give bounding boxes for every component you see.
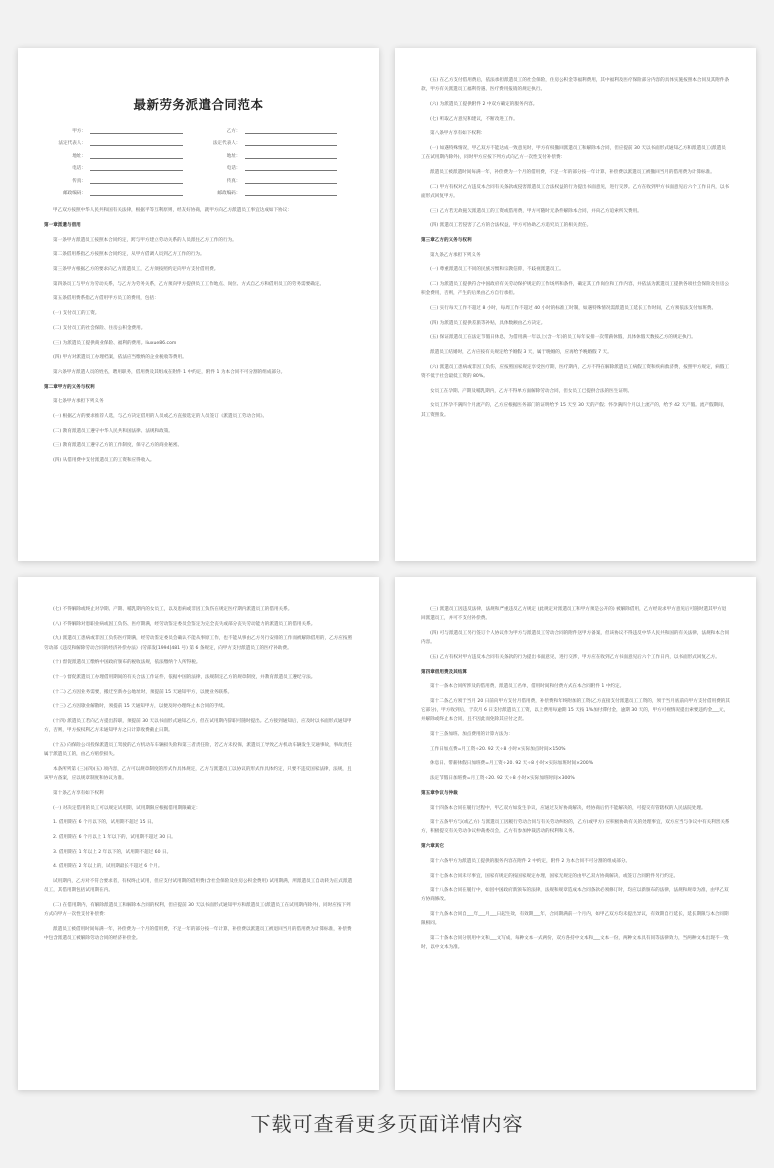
field-row [44,186,353,199]
document-title: 最新劳务派遣合同范本 [133,97,264,112]
field-row [44,161,353,174]
paragraph: 派遣员工被借用时间每满一年，补偿费为一个月的借用费，不足一年的部分按一年计算，补偿费以派遣员工被退回当月的借用费为计算标准，补偿费中包含派遣员工被解除劳动合同的经济补偿金。 [44,926,352,942]
field-row [44,123,353,136]
paragraph: (四) 派遣员工若侵害了乙方的合法权益，甲方可协助乙方追究员工的相关责任。 [430,223,592,229]
paragraph: (十二) 乙方因业务需要，搬迁至新办公地址时，须提前 15 天通知甲方，以便业务联系。 [53,689,233,695]
paragraph: 第十二条乙方须于当月 20 日前向甲方支付月借用费，补偿费和年终附加的工资(乙方直接支付派遣员工工资的，须于当月底前向甲方支付借用费的其它部分)，甲方收到后，于次月 6 日支付派遣员工工资，以上费用每逾期 15 天按 1%加付滞付金，逾期 30 天的，甲方可视情况提出索要违约金___元，并解除或终止本合同，且不因此而免除其应付之责。 [421,698,730,723]
party-field [199,127,354,136]
paragraph: (三) 实行每天工作不超过 8 小时，每周工作不超过 40 小时的标准工时制，如遇特殊情况需派遣员工延长工作时间，乙方须依法支付加班费。 [430,305,717,311]
paragraph: (二) 支付员工的社会保险、住房公积金费用。 [53,325,146,331]
paragraph: 休息日、带薪休假日加班费=月工资÷20. 92 天÷8 小时×实际加班时间×200% [430,761,594,767]
page-2-body [395,48,756,420]
field-underline [245,127,338,134]
document-page-3 [18,577,379,1090]
paragraph: 第十六条甲方为派遣员工提供的服务内容在附件 2 中约定，附件 2 为本合同不可分割的组成部分。 [430,858,631,864]
party-field [199,164,354,173]
paragraph: 女员工在孕期、产期及哺乳期内，乙方不得单方面解除劳动合同，但女员工已提供合法的医生证明。 [430,388,633,394]
party-field [44,127,199,136]
paragraph: 第二条借用系指乙方按照本合同约定，从甲方借调人员到乙方工作的行为。 [53,252,205,258]
field-underline [90,127,183,134]
paragraph: (九) 派遣员工患病或非因工负伤医疗期满，经劳动鉴定委员会确认不能从事原工作，也不能从事由乙方另行安排的工作而被解除借用的，乙方应按照劳动部《违反和解除劳动合同的经济补偿办法》(劳部发[1994]481 号) 第 6 条规定，向甲方支付派遣员工的医疗补助费。 [44,636,353,651]
field-underline [90,164,183,171]
document-page-2 [395,48,756,561]
paragraph: 第十七条本合同未尽事宜，国家有规定的按国家规定办理，国家无规定的由甲乙双方协商解决，或签订合同附件另行约定。 [430,873,679,879]
paragraph: (五) 乙方有权对甲方违反本合同有关条款的行为提出书面意见，进行交涉，甲方应在收到乙方书面意见后六个工作日内，以书面形式回复乙方。 [430,654,720,660]
field-label: 电话： [72,166,86,171]
section-heading: 第四章借用费及其结算 [421,669,467,675]
field-row [44,173,353,186]
paragraph: (一) 支付员工的工资。 [53,311,100,317]
paragraph: (四) 从借用费中支付派遣员工的工资和应得收入。 [53,458,155,464]
field-label: 地址： [72,153,86,159]
field-label: 法定代表人： [58,141,86,146]
page-3-body [18,577,379,943]
paragraph: (十四) 派遣员工若向乙方提出辞职，须提前 30 天以书面形式通知乙方，但在试用期内辞职可随时提出。乙方接到通知后，应及时以书面形式通知甲方，否则，甲方按权利乙方未通知甲方之日计算收费截止日期。 [44,719,352,734]
paragraph: (二) 教育派遣员工遵守中华人民共和国法律、法规和政策。 [53,428,173,434]
download-caption[interactable]: 下载可查看更多页面详情内容 [250,1112,524,1136]
paragraph: 第五条借用费系指乙方借用甲方员工的费用，包括： [53,296,159,302]
paragraph: 工作日加点费=月工资÷20. 92 天÷8 小时×实际加点时间×150% [430,746,566,752]
paragraph: 第十条乙方享有如下权利 [53,790,104,796]
paragraph: 第九条乙方承担下列义务 [430,252,481,258]
field-underline [245,164,338,171]
page-1-body [44,206,353,465]
paragraph: 1. 借用期在 6 个月以下的，试用期不超过 15 日。 [53,820,157,826]
paragraph: (四) 可与派遣员工另行签订个人协议作为甲方与派遣员工劳动合同的附件送甲方备案，但该协议不得违反中华人民共和国的有关法律，法规和本合同内容。 [421,630,730,646]
paragraph: 法定节假日加班费=月工资÷20. 92 天÷8 小时×实际加班时间×300% [430,776,575,782]
page-4-body [395,577,756,952]
paragraph: 试用期内，乙方对不符合要求者，有权终止试用，但应支付试用期的借用费(含社会保险及住房公积金费用) 试用期满，所派遣员工自动转为正式派遣员工，其借用期包括试用期在内。 [44,879,353,894]
paragraph: (三) 派遣员工因违反法律，法规和严重违反乙方规定 (此规定对派遣员工和甲方须是公开的) 被解除借用，乙方经说求甲方意见后可随时遣其甲方退回派遣员工，并可不支付补偿费。 [421,607,727,622]
paragraph: (四) 甲方对派遣员工办理档案，依法应当缴纳的企业税收等费用。 [53,355,187,361]
paragraph: (三) 为派遣员工提供商业保险、福利的费用。liuxue86.com [53,340,177,346]
paragraph: 第十五条甲方与(或乙方) 与派遣员工因履行劳动合同与有关劳动纠纷的，乙方(或甲方) 应积极协助有关的处理事宜，双方应当与争议中有关利害关系方，积极提交有关劳动争议仲裁委员会，乙方有参加仲裁活动的权利和义务。 [421,820,730,835]
field-row [44,136,353,149]
field-underline [245,139,338,146]
field-label: 甲方： [72,128,86,134]
section-heading: 第一章派遣与借用 [44,222,81,228]
section-heading: 第二章甲方的义务与权利 [44,384,95,390]
paragraph: 第十四条本合同在履行过程中，甲乙双方如发生争议，应通过友好协商解决，经协商后仍不能解决的，可提交有管辖权的人民法院处理。 [430,805,706,811]
field-label: 邮政编码： [217,191,241,196]
document-page-4 [395,577,756,1090]
party-field [199,139,354,148]
party-fields [44,123,353,198]
field-label: 传真： [226,178,241,184]
paragraph: 3. 借用期在 1 年以上 2 年以下的，试用期不超过 60 日。 [53,849,172,855]
party-field [44,189,199,198]
party-field [44,139,199,148]
paragraph: 2. 借用期在 6 个月以上 1 年以下的，试用期不超过 30 日。 [53,834,176,840]
paragraph: 第十八条本合同在履行中，如因中国政府新颁布的法律，法规和规章造成本合同条款必须修订时，均应以新颁布的法律，法规和规章为准，由甲乙双方协商修改。 [421,888,729,903]
paragraph: (一) 根据乙方的要求推荐人选，与乙方决定借用的人员或乙方直接选定的人员签订《派遣员工劳动合同》。 [53,414,268,420]
paragraph: 第六条甲方派遣人员的姓名，聘用职务，借用费及其组成在附件 1 中约定，附件 1 为本合同不可分割的组成部分。 [53,369,286,375]
paragraph: 第十三条加班、加点费用的计算方法为： [430,732,513,738]
section-heading: 第三章乙方的义务与权利 [421,237,472,243]
field-label: 电话： [226,166,241,171]
paragraph: (三) 教育派遣员工遵守乙方的工作制度，保守乙方的商业秘密。 [53,443,183,449]
paragraph: 第十一条本合同所涉及的借用费，派遣员工名单，借用时间和付费方式在本合同附件 1 中约定。 [430,684,625,690]
party-field [199,177,354,186]
field-underline [90,177,183,184]
paragraph: (十) 督促派遣员工缴纳中国政府颁布的税收法规，依法缴纳个人所得税。 [53,660,201,666]
field-label: 乙方： [226,128,241,134]
paragraph: (一) 对决定借用的员工可以规定试用期，试用期限应根据借用期限确定： [53,805,201,811]
paragraph: 第三条甲方根据乙方的要求向乙方派遣员工，乙方须按照约定向甲方支付借用费。 [53,267,219,273]
paragraph: 第四条员工与甲方为劳动关系，与乙方为劳务关系，乙方须向甲方提供员工工作地点、岗位、方式自乙方和借用员工的劳务需要确定。 [53,281,325,287]
paragraph: (十一) 督促派遣员工办理借用期间的有关合法工作证件，依据中国的法律，法规制定乙方的规章制度，并教育派遣员工遵纪守法。 [53,675,316,681]
paragraph: 本条所列第 (三)(四)(五) 项内容，乙方可以规章制度的形式作具体规定，乙方与派遣员工以协议的形式作具体约定，只要不违反国家法律，法规，且该甲方备案，应以规章制度和协议为准。 [44,766,352,782]
field-label: 地址： [226,153,241,159]
paragraph: (三) 乙方若无故拖欠派遣员工的工资或借用费，甲方可随时无条件解除本合同，并向乙方追索所欠费用。 [430,208,642,214]
paragraph: 女员工怀孕不满四个月流产的，乙方应根据医务部门的证明给予 15 天至 30 天的产假；怀孕满四个月以上流产的，给予 42 天产假。流产假期间，其工资照发。 [421,403,728,418]
paragraph: 甲乙双方按照中华人民共和国有关法律，根据平等互利原则，经友好协商，就甲方向乙方派遣员工事宜达成如下协议： [53,208,292,214]
paragraph: (六) 派遣员工患病或非因工负伤，应按照国家规定享受医疗期，医疗期内，乙方不得在解除派遣员工病假工资和疾病救济费，按照甲方规定，病假工资不低于社会最低工资的 80%。 [421,364,730,379]
field-underline [245,177,338,184]
section-heading: 第六章其它 [421,844,444,850]
paragraph: (五) 在乙方支付借用费后，依法承担派遣员工的社会保险，住房公积金等福利费用，其中福利及医疗保险部分内容的具体实施按照本合同及其附件条款，甲方有关派遣员工福利待遇、医疗费用报销的规定执行。 [421,78,730,93]
paragraph: (六) 为派遣员工提供附件 2 中双方确定的服务内容。 [430,101,538,107]
paragraph: (七) 不得解除或终止对孕期、产期、哺乳期内的女员工，以及患病或非因工负伤在规定医疗期内派遣员工的借用关系。 [53,607,293,612]
paragraph: 派遣员工被派遣时间每满一年，补偿费为一个月的借用费，不足一年的部分按一年计算，补偿费以派遣员工被撤回当月的借用费为计算标准。 [430,169,715,175]
paragraph: (八) 不得解除对患职业病或因工负伤、医疗期满，经劳动鉴定委员会鉴定为完全丧失或部分丧失劳动能力的派遣员工的借用关系。 [53,621,316,627]
paragraph: 第七条甲方承担下列义务 [53,399,104,405]
paragraph: (一) 如遇特殊情况，甲乙双方不能达成一致意见时，甲方有权撤回派遣员工和解除本合同，但应提前 30 天以书面形式通知乙方和派遣员工(派遣员工在试用期内除外)，同时甲方应按下列方式向乙方一次性支付补偿费： [421,146,726,161]
section-heading: 第五章争议与仲裁 [421,790,458,796]
paragraph: (二) 在借用期内，有解除派遣员工和解除本合同的权利，但应提前 30 天以书面形式通知甲方和派遣员工(派遣员工在试用期内除外)，同时应按下列方式向甲方一次性支付补偿费： [44,902,351,918]
field-underline [245,189,338,196]
paragraph: (十三) 乙方因歇业解散时，须提前 15 天通知甲方，以便及时办理终止本合同的手续。 [53,704,228,710]
field-underline [90,189,183,196]
paragraph: (五) 保证派遣员工在法定节假日休息，为借用满一年以上(含一年)的员工每年安排一次带薪休假，具体休假天数按乙方的规定执行。 [430,335,696,341]
paragraph: (四) 为派遣员工提供差旅等补贴，具体数额由乙方决定。 [430,320,546,326]
paragraph: 派遣员工结婚时，乙方应按有关规定给予婚假 3 天，属于晚婚的，应再给予晚婚假 7 天。 [430,350,612,356]
field-label: 邮政编码： [63,191,86,196]
paragraph: (七) 听取乙方意见和建议，不断改进工作。 [430,116,518,122]
party-field [44,152,199,161]
party-field [44,164,199,173]
field-underline [90,139,183,146]
field-row [44,148,353,161]
paragraph: 第一条甲方派遣员工按照本合同约定，跨与甲方建立劳动关系的人员派往乙方工作的行为。 [53,237,237,243]
party-field [44,177,199,186]
field-label: 法定代表人： [212,141,241,146]
paragraph: (二) 为派遣员工提供符合中国政府有关劳动保护规定的工作场所和条件，确定其工作岗位和工作内容，并依法为派遣员工提供各项社会保险及住房公积金费用，否则，产生的后果由乙方自行承担。 [421,282,730,297]
paragraph: (一) 尊重派遣员工不同的民族习惯和宗教信仰，不歧视派遣员工。 [430,267,564,273]
paragraph: 第八条甲方享有如下权利： [430,131,486,137]
paragraph: 第二十条本合同分别用中文和___文写成，每种文本一式两份，双方各持中文本和___文本一份，两种文本具有同等法律效力，当两种文本出现不一致时，以中文本为准。 [421,936,729,951]
field-underline [245,152,338,159]
paragraph: 4. 借用期在 2 年以上的，试用期最长不超过 6 个月。 [53,864,163,870]
paragraph: (十五) 向保险公司投保派遣员工驾驶的乙方机动车车辆损失险和第三者责任险，若乙方未投保，派遣员工导致乙方机动车辆发生交通事故，事故责任属于派遣员工的，由乙方赔偿损失。 [44,743,353,758]
party-field [199,189,354,198]
document-page-1 [18,48,379,561]
paragraph: (二) 甲方有权对乙方违反本合同有关条款或侵害派遣员工合法权益的行为提出书面意见，进行交涉。乙方在收到甲方书面意见后六个工作日内，以书面形式回复甲方。 [421,184,730,199]
paragraph: 第十九条本合同自___年___月___日起生效，有效期___年，合同期满前一个月内，如甲乙双方均未提出异议，有效期自行延长，延长期限与本合同期限相同。 [421,912,729,927]
field-label: 传真： [72,178,86,184]
party-field [199,152,354,161]
field-underline [90,152,183,159]
